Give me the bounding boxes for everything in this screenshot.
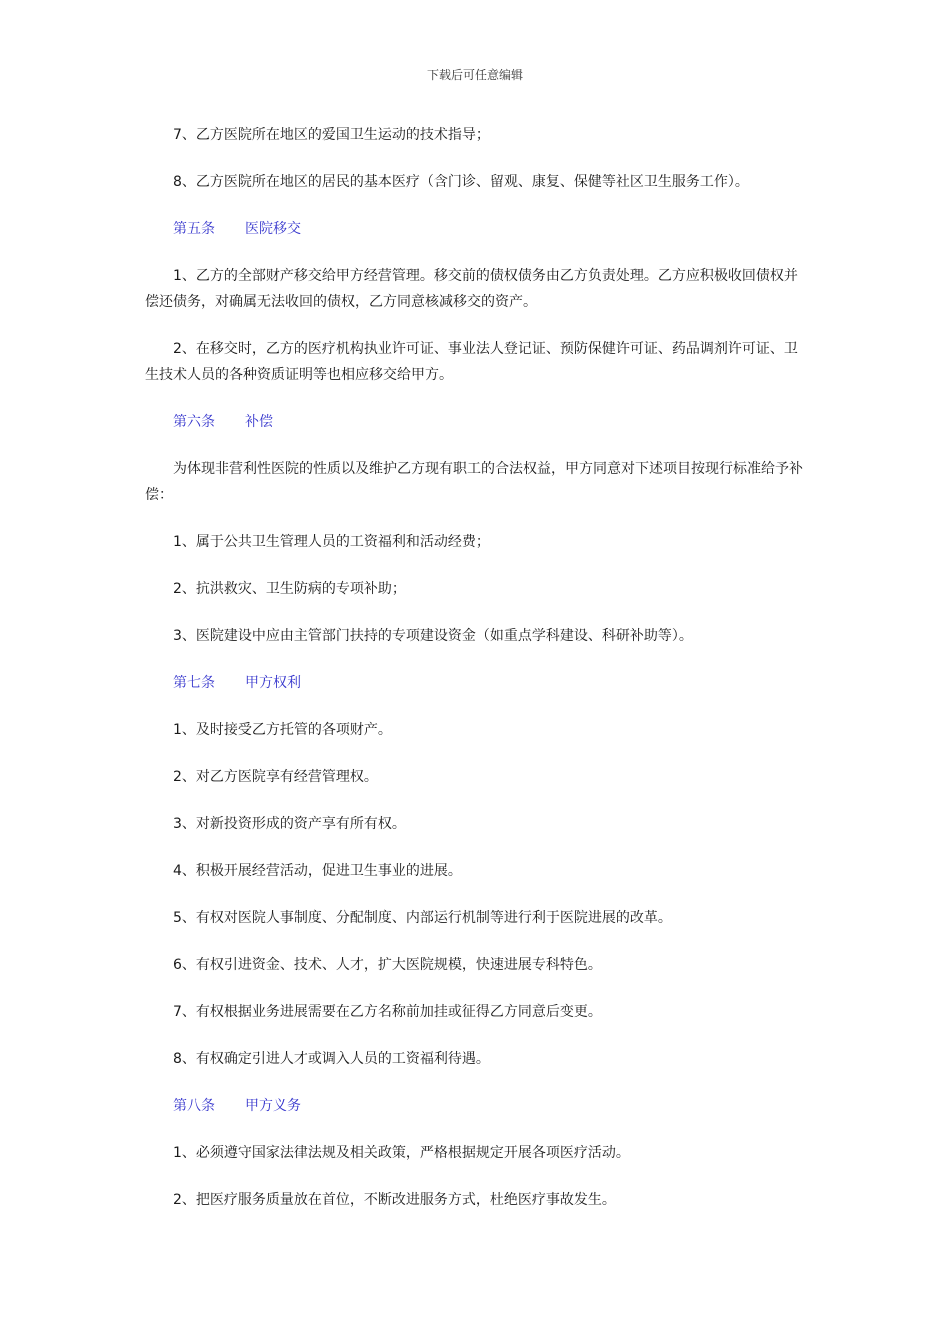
article-heading-8 — [145, 1093, 810, 1119]
clause-item: 2、对乙方医院享有经营管理权。 — [173, 769, 378, 785]
clause-item: 6、有权引进资金、技术、人才，扩大医院规模，快速进展专科特色。 — [173, 957, 602, 973]
article-heading-6 — [145, 409, 810, 435]
clause-item: 8、乙方医院所在地区的居民的基本医疗（含门诊、留观、康复、保健等社区卫生服务工作）。 — [173, 174, 749, 190]
clause-item: 3、医院建设中应由主管部门扶持的专项建设资金（如重点学科建设、科研补助等）。 — [173, 628, 693, 644]
clause-item: 1、乙方的全部财产移交给甲方经营管理。移交前的债权债务由乙方负责处理。乙方应积极收回债权并偿还债务，对确属无法收回的债权，乙方同意核减移交的资产。 — [145, 268, 798, 310]
article-title: 甲方权利 — [245, 675, 301, 691]
clause-item: 7、有权根据业务进展需要在乙方名称前加挂或征得乙方同意后变更。 — [173, 1004, 602, 1020]
clause-item: 4、积极开展经营活动，促进卫生事业的进展。 — [173, 863, 462, 879]
clause-item: 8、有权确定引进人才或调入人员的工资福利待遇。 — [173, 1051, 490, 1067]
page-header: 下载后可任意编辑 — [426, 68, 523, 82]
clause-item: 2、把医疗服务质量放在首位，不断改进服务方式，杜绝医疗事故发生。 — [173, 1192, 616, 1208]
article-number: 第七条 — [173, 675, 215, 691]
clause-item: 为体现非营利性医院的性质以及维护乙方现有职工的合法权益，甲方同意对下述项目按现行标准给予补偿： — [145, 461, 803, 503]
article-number: 第六条 — [173, 414, 215, 430]
article-number: 第八条 — [173, 1098, 215, 1114]
article-title: 甲方义务 — [245, 1098, 301, 1114]
clause-item: 7、乙方医院所在地区的爱国卫生运动的技术指导； — [173, 127, 490, 143]
article-title: 医院移交 — [245, 221, 301, 237]
clause-item: 1、属于公共卫生管理人员的工资福利和活动经费； — [173, 534, 490, 550]
article-heading-7 — [145, 670, 810, 696]
clause-item: 2、在移交时，乙方的医疗机构执业许可证、事业法人登记证、预防保健许可证、药品调剂许可证、卫生技术人员的各种资质证明等也相应移交给甲方。 — [145, 341, 798, 383]
clause-item: 5、有权对医院人事制度、分配制度、内部运行机制等进行利于医院进展的改革。 — [173, 910, 672, 926]
clause-item: 2、抗洪救灾、卫生防病的专项补助； — [173, 581, 406, 597]
article-title: 补偿 — [245, 414, 273, 430]
document-body — [145, 122, 810, 1213]
clause-item: 1、必须遵守国家法律法规及相关政策，严格根据规定开展各项医疗活动。 — [173, 1145, 630, 1161]
article-number: 第五条 — [173, 221, 215, 237]
clause-item: 3、对新投资形成的资产享有所有权。 — [173, 816, 406, 832]
article-heading-5 — [145, 216, 810, 242]
clause-item: 1、及时接受乙方托管的各项财产。 — [173, 722, 392, 738]
